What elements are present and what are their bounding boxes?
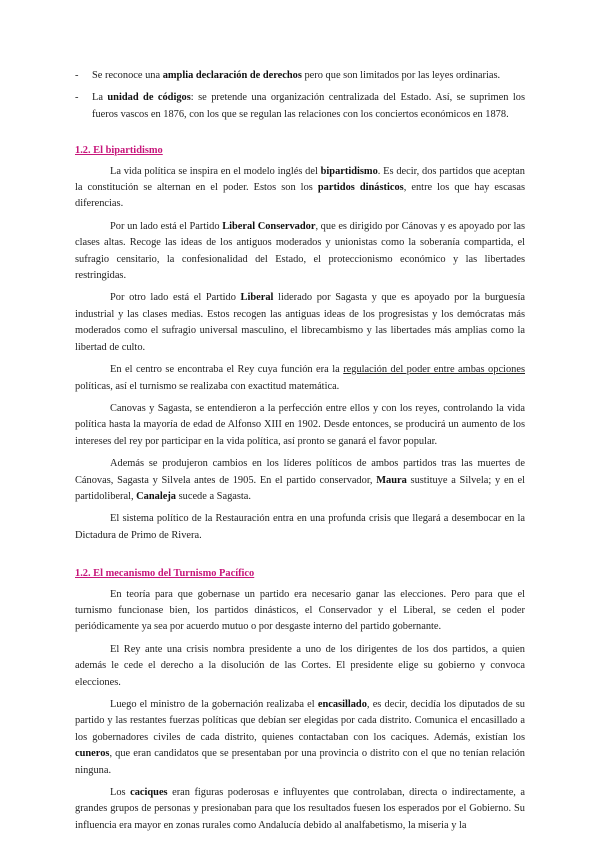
bullet-bold: amplia declaración de derechos xyxy=(162,70,302,81)
bold-term: cuneros xyxy=(75,748,110,760)
bullet-item xyxy=(75,90,525,123)
paragraph xyxy=(75,362,525,395)
text: eran figuras poderosas e influyentes que controlaban, directa o indirectamente, a grandes grupos de personas y presionaban para que los resultados fuesen los esperados por el Gobierno. Su influencia era mayor en zonas rurales como Andalucía debido al analfabetismo, la miseria y la xyxy=(75,787,525,831)
text: Además se produjeron cambios en los líderes políticos de ambos partidos tras las muertes de Cánovas, Sagasta y Silvela antes de 1905. En el partido conservador, xyxy=(75,458,525,486)
bullet-bold: unidad de códigos xyxy=(107,92,191,104)
bold-term: bipartidismo xyxy=(320,165,378,177)
bullet-item xyxy=(75,68,525,84)
bullet-text: : se pretende una organización centralizada del Estado. Así, se suprimen los fueros vascos en 1876, con los que se regulan las relaciones con los conciertos económicos en 1878. xyxy=(92,92,525,120)
text: sucede a Sagasta. xyxy=(176,490,252,502)
bullet-text: Se reconoce una xyxy=(92,70,163,81)
text: Los xyxy=(110,787,131,799)
paragraph xyxy=(75,164,525,213)
paragraph xyxy=(75,290,525,356)
text: La vida política se inspira en el modelo inglés del xyxy=(110,165,321,177)
bold-term: caciques xyxy=(130,787,168,799)
text: , que es dirigido por Cánovas y es apoyado por las clases altas. Recoge las ideas de los antiguos moderados y unionistas como la soberanía compartida, el sufragio censitario, la confesionalidad del Estado, el proteccionismo económico y las libertades restringidas. xyxy=(75,220,526,282)
paragraph: En teoría para que gobernase un partido era necesario ganar las elecciones. Pero para que el turnismo funcionase bien, los partidos dinásticos, el Conservador y el Liberal, se ceden el poder periódicamente ya sea por acuerdo mutuo o por desgaste interno del partido gobernante. xyxy=(75,588,525,633)
text: , es decir, decidía los diputados de su partido y las restantes fuerzas políticas que debían ser elegidas por cada distrito. Comunica el encasillado a los gobernadores civiles de cada distrito, quienes contactaban con los caciques. Además, existían los xyxy=(75,699,525,743)
paragraph xyxy=(75,697,525,779)
paragraph: El Rey ante una crisis nombra presidente a uno de los dirigentes de los dos partidos, a quien además le cede el derecho a la disolución de las Cortes. El presidente elige su gobierno y convoca elecciones. xyxy=(75,643,525,688)
bullet-dash: - xyxy=(75,70,79,81)
text: Por otro lado está el Partido xyxy=(110,292,241,304)
text: , que eran candidatos que se presentaban por una provincia o distrito con el que no tenían relación ninguna. xyxy=(75,748,525,776)
text: políticas, así el turnismo se realizaba con exactitud matemática. xyxy=(75,380,340,392)
text: sustituye a Silvela; y en el partidoliberal, xyxy=(75,474,525,502)
bullet-text: pero que son limitados por las leyes ordinarias. xyxy=(301,70,501,81)
text: , entre los que hay escasas diferencias. xyxy=(75,182,525,210)
bold-term: Liberal Conservador xyxy=(222,220,316,232)
underlined-phrase: regulación del poder entre ambas opciones xyxy=(343,364,525,376)
section-heading-bipartidismo: 1.2. El bipartidismo xyxy=(75,145,163,157)
text: Por un lado está el Partido xyxy=(110,220,223,232)
bold-term: Canaleja xyxy=(136,490,176,502)
paragraph xyxy=(75,456,525,505)
paragraph: Canovas y Sagasta, se entendieron a la perfección entre ellos y con los reyes, controlando la vida política hasta la mayoría de edad de Alfonso XIII en 1902. Desde entonces, se producirá un aumento de los intereses del rey por participar en la vida política, así pronto se ganará el favor popular. xyxy=(75,402,525,447)
bold-term: partidos dinásticos xyxy=(317,182,404,194)
paragraph xyxy=(75,785,525,834)
paragraph: El sistema político de la Restauración entra en una profunda crisis que llegará a desembocar en la Dictadura de Primo de Rivera. xyxy=(75,513,525,541)
text: liderado por Sagasta y que es apoyado por la burguesía industrial y las clases medias. Estos recogen las antiguas ideas de los progresistas y los demócratas más moderados como el sufragio universal masculino, el librecambismo y las libertades más amplias como la libertad de culto. xyxy=(75,292,525,353)
bullet-text: La xyxy=(92,92,108,104)
text: En el centro se encontraba el Rey cuya función era la xyxy=(110,364,344,376)
bold-term: Liberal xyxy=(240,292,274,304)
text: Luego el ministro de la gobernación realizaba el xyxy=(110,699,318,710)
text: . Es decir, dos partidos que aceptan la constitución se alternan en el poder. Estos son los xyxy=(75,165,525,194)
section-heading-turnismo: 1.2. El mecanismo del Turnismo Pacífico xyxy=(75,568,255,580)
bullet-dash: - xyxy=(75,92,79,104)
bold-term: encasillado xyxy=(317,699,367,710)
paragraph xyxy=(75,219,525,285)
bold-term: Maura xyxy=(376,474,407,486)
